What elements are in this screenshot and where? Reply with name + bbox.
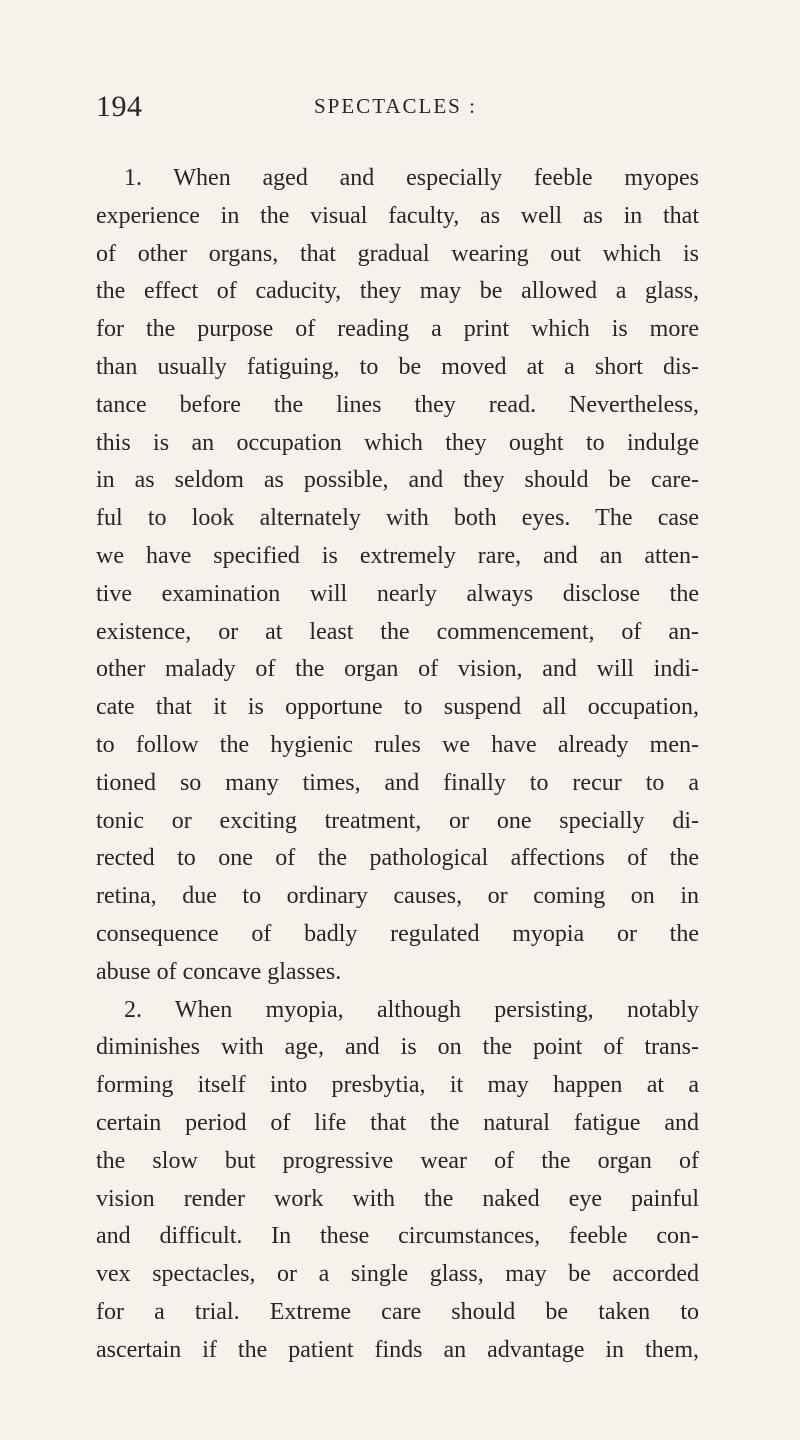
text-line: for a trial. Extreme care should be taken to [96, 1298, 699, 1325]
text-line: retina, due to ordinary causes, or coming on in [96, 883, 699, 910]
text-line: 2. When myopia, although persisting, notably [124, 996, 699, 1023]
text-line: experience in the visual faculty, as well as in that [96, 202, 699, 229]
text-line: diminishes with age, and is on the point of trans- [96, 1034, 699, 1061]
text-line: ful to look alternately with both eyes. The case [96, 505, 699, 532]
text-line: rected to one of the pathological affections of the [96, 845, 699, 872]
text-line: tonic or exciting treatment, or one specially di- [96, 807, 699, 834]
text-line: tive examination will nearly always disclose the [96, 580, 699, 607]
text-line: forming itself into presbytia, it may happen at a [96, 1072, 699, 1099]
text-line: certain period of life that the natural fatigue and [96, 1109, 699, 1136]
text-line: existence, or at least the commencement, of an- [96, 618, 699, 645]
text-line: abuse of concave glasses. [96, 958, 342, 985]
text-line: and difficult. In these circumstances, feeble con- [96, 1223, 699, 1250]
text-line: 1. When aged and especially feeble myopes [124, 165, 699, 191]
text-line: tioned so many times, and finally to recur to a [96, 769, 699, 796]
text-line: consequence of badly regulated myopia or the [96, 920, 699, 947]
text-line: than usually fatiguing, to be moved at a short dis- [96, 353, 699, 380]
text-line: of other organs, that gradual wearing out which is [96, 240, 699, 267]
text-line: vex spectacles, or a single glass, may be accorded [96, 1261, 699, 1288]
text-line: cate that it is opportune to suspend all occupation, [96, 694, 699, 721]
text-line: in as seldom as possible, and they should be care- [96, 467, 699, 494]
text-line: to follow the hygienic rules we have already men- [96, 731, 699, 758]
text-line: the slow but progressive wear of the organ of [96, 1147, 699, 1174]
text-line: tance before the lines they read. Nevertheless, [96, 391, 699, 418]
running-head: SPECTACLES : [314, 94, 477, 118]
page-number: 194 [96, 90, 143, 123]
text-line: vision render work with the naked eye painful [96, 1185, 699, 1212]
text-line: ascertain if the patient finds an advantage in them, [96, 1336, 699, 1363]
text-line: this is an occupation which they ought to indulge [96, 429, 699, 456]
text-line: for the purpose of reading a print which is more [96, 316, 699, 343]
text-line: the effect of caducity, they may be allowed a glass, [96, 278, 699, 305]
body-text [96, 160, 699, 1370]
text-line: we have specified is extremely rare, and an atten- [96, 542, 699, 569]
text-line: other malady of the organ of vision, and will indi- [96, 656, 699, 683]
page-header [96, 90, 696, 126]
